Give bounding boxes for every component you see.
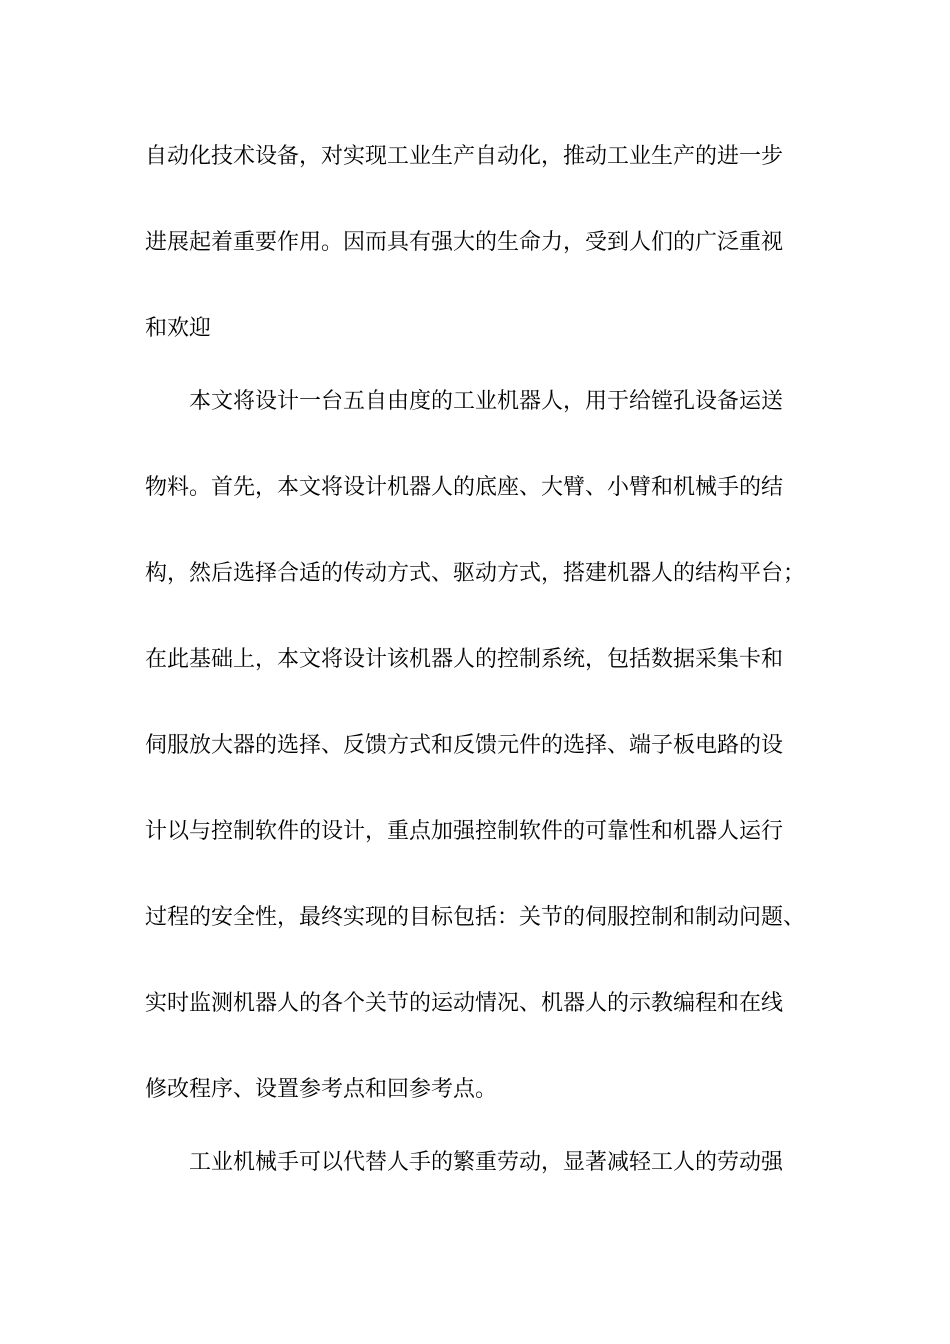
text-line-3: 和欢迎: [145, 316, 212, 341]
text-line-12: 修改程序、设置参考点和回参考点。: [145, 1077, 498, 1102]
text-line-7: 在此基础上，本文将设计该机器人的控制系统，包括数据采集卡和: [145, 647, 784, 672]
text-line-5: 物料。首先，本文将设计机器人的底座、大臂、小臂和机械手的结: [145, 475, 784, 500]
paragraph-start-line: 工业机械手可以代替人手的繁重劳动，显著减轻工人的劳动强: [189, 1150, 784, 1175]
text-line-6: 构，然后选择合适的传动方式、驱动方式，搭建机器人的结构平台；: [145, 561, 806, 586]
text-line-2: 进展起着重要作用。因而具有强大的生命力，受到人们的广泛重视: [145, 230, 784, 255]
text-line-8: 伺服放大器的选择、反馈方式和反馈元件的选择、端子板电路的设: [145, 733, 784, 758]
text-line-10: 过程的安全性，最终实现的目标包括：关节的伺服控制和制动问题、: [145, 905, 806, 930]
text-line-11: 实时监测机器人的各个关节的运动情况、机器人的示教编程和在线: [145, 991, 784, 1016]
paragraph-start-line: 本文将设计一台五自由度的工业机器人，用于给镗孔设备运送: [189, 389, 784, 414]
text-line-1: 自动化技术设备，对实现工业生产自动化，推动工业生产的进一步: [145, 144, 784, 169]
text-line-9: 计以与控制软件的设计，重点加强控制软件的可靠性和机器人运行: [145, 819, 784, 844]
